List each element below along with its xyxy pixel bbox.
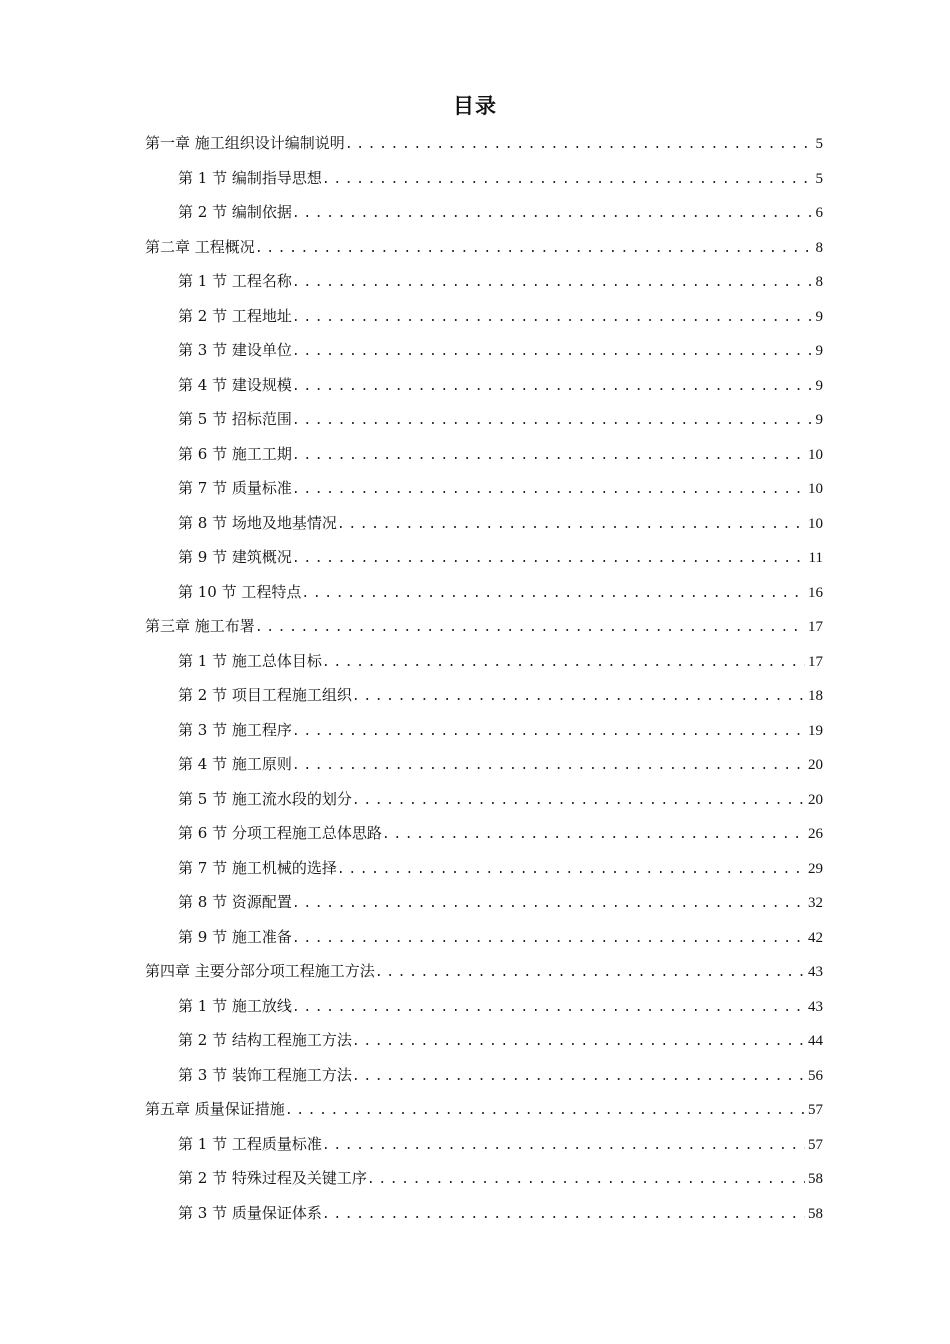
toc-entry-title: 特殊过程及关键工序 [231,1169,367,1187]
toc-dot-leader [375,956,805,991]
toc-page-number: 42 [808,929,823,946]
toc-entry-label: 第 3 节 [178,1203,228,1222]
toc-section-entry[interactable] [145,1023,823,1058]
toc-entry-text [178,1196,322,1231]
toc-entry-label: 第二章 [145,237,191,256]
toc-entry-title: 施工放线 [231,996,292,1015]
toc-dot-leader [322,646,805,681]
toc-entry-title: 场地及地基情况 [231,513,337,532]
toc-page-number: 17 [808,653,823,670]
toc-entry-title: 工程名称 [231,272,292,290]
toc-entry-title: 项目工程施工组织 [231,686,352,704]
toc-entry-label: 第 3 节 [178,720,228,739]
toc-dot-leader [352,680,805,715]
toc-entry-text [178,540,292,575]
toc-entry-label: 第 2 节 [178,686,228,704]
toc-dot-leader [292,335,813,370]
toc-dot-leader [255,232,813,267]
toc-entry-text [178,575,301,610]
toc-section-entry[interactable] [145,299,823,334]
toc-entry-text [178,989,292,1024]
toc-section-entry[interactable] [145,161,823,196]
toc-entry-text [145,609,255,644]
toc-page-number: 19 [808,722,823,739]
toc-entry-title: 编制依据 [231,203,292,221]
toc-section-entry[interactable] [145,264,823,299]
toc-entry-title: 招标范围 [231,410,292,428]
toc-entry-label: 第 4 节 [178,755,228,773]
toc-section-entry[interactable] [145,1196,823,1231]
toc-entry-label: 第 8 节 [178,513,228,532]
toc-page-number: 56 [808,1067,823,1084]
toc-page-number: 43 [808,964,823,980]
toc-entry-title: 建筑概况 [231,548,292,566]
toc-entry-title: 质量标准 [231,479,292,497]
toc-page-number: 43 [808,998,823,1015]
toc-dot-leader [352,1025,805,1060]
toc-chapter-entry[interactable] [145,230,823,265]
toc-entry-label: 第一章 [145,134,191,152]
toc-dot-leader [301,577,805,612]
toc-section-entry[interactable] [145,678,823,713]
toc-entry-text [145,126,345,161]
toc-entry-text [178,195,292,230]
toc-page-number: 5 [815,170,823,187]
toc-page-number: 17 [808,619,823,635]
toc-page-number: 44 [808,1033,823,1049]
toc-entry-label: 第 2 节 [178,1031,228,1049]
toc-entry-title: 施工总体目标 [231,651,322,670]
toc-dot-leader [292,922,805,957]
toc-dot-leader [382,818,805,853]
toc-dot-leader [345,128,813,163]
toc-entry-title: 建设单位 [231,341,292,359]
toc-entry-text [178,333,292,368]
toc-dot-leader [352,784,805,819]
toc-section-entry[interactable] [145,747,823,782]
toc-entry-label: 第 2 节 [178,306,228,325]
toc-entry-text [145,1092,285,1127]
toc-entry-title: 工程质量标准 [231,1134,322,1153]
toc-chapter-entry[interactable] [145,126,823,161]
toc-entry-label: 第三章 [145,617,191,635]
toc-section-entry[interactable] [145,885,823,920]
toc-section-entry[interactable] [145,471,823,506]
toc-entry-title: 建设规模 [231,375,292,394]
toc-entry-label: 第 6 节 [178,444,228,463]
toc-page-number: 57 [808,1136,823,1153]
toc-dot-leader [352,1060,805,1095]
toc-entry-label: 第 2 节 [178,1169,228,1187]
toc-page-number: 32 [808,895,823,911]
toc-page-number: 9 [815,412,823,428]
toc-section-entry[interactable] [145,851,823,886]
toc-page-number: 11 [808,550,823,566]
toc-entry-title: 工程概况 [194,237,255,256]
toc-page-number: 9 [815,343,823,359]
toc-entry-title: 施工工期 [231,444,292,463]
toc-entry-title: 施工布署 [194,617,255,635]
toc-chapter-entry[interactable] [145,609,823,644]
toc-entry-text [178,402,292,437]
toc-entry-text [178,368,292,403]
toc-entry-label: 第 1 节 [178,168,228,187]
toc-title: 目录 [453,94,497,118]
toc-page-number: 8 [815,274,823,290]
toc-section-entry[interactable] [145,644,823,679]
toc-entry-text [178,885,292,920]
toc-entry-label: 第四章 [145,962,191,980]
toc-entry-label: 第 1 节 [178,272,228,290]
toc-dot-leader [292,542,806,577]
toc-entry-text [178,437,292,472]
toc-dot-leader [255,611,805,646]
toc-page-number: 10 [808,446,823,463]
toc-entry-text [178,678,352,713]
toc-section-entry[interactable] [145,920,823,955]
toc-chapter-entry[interactable] [145,1092,823,1127]
toc-section-entry[interactable] [145,1127,823,1162]
toc-entry-text [178,299,292,334]
toc-dot-leader [292,370,813,405]
toc-entry-title: 工程地址 [231,306,292,325]
toc-entry-label: 第 7 节 [178,479,228,497]
toc-section-entry[interactable] [145,195,823,230]
toc-entry-title: 施工原则 [231,755,292,773]
toc-section-entry[interactable] [145,506,823,541]
toc-entry-text [178,851,337,886]
toc-page-number: 20 [808,791,823,808]
toc-dot-leader [292,887,805,922]
toc-page-number: 58 [808,1205,823,1222]
toc-page-number: 9 [815,377,823,394]
toc-entry-label: 第 9 节 [178,548,228,566]
toc-dot-leader [292,266,813,301]
toc-entry-title: 施工程序 [231,720,292,739]
toc-dot-leader [292,715,805,750]
toc-entry-title: 主要分部分项工程施工方法 [194,962,375,980]
toc-entry-label: 第 4 节 [178,375,228,394]
toc-entry-text [178,920,292,955]
toc-dot-leader [337,508,805,543]
toc-dot-leader [322,1129,805,1164]
toc-entry-title: 工程特点 [241,582,302,601]
toc-entry-label: 第 1 节 [178,996,228,1015]
toc-entry-label: 第 8 节 [178,893,228,911]
toc-section-entry[interactable] [145,540,823,575]
toc-entry-text [178,506,337,541]
toc-entry-label: 第 1 节 [178,1134,228,1153]
toc-entry-label: 第五章 [145,1100,191,1118]
toc-entry-label: 第 3 节 [178,341,228,359]
toc-entry-label: 第 9 节 [178,927,228,946]
toc-section-entry[interactable] [145,713,823,748]
toc-list [145,126,823,1230]
toc-page-number: 10 [808,481,823,497]
toc-page-number: 18 [808,688,823,704]
toc-dot-leader [292,991,805,1026]
toc-dot-leader [292,473,805,508]
toc-entry-text [178,713,292,748]
toc-entry-title: 质量保证措施 [194,1100,285,1118]
toc-page-number: 10 [808,515,823,532]
toc-page-number: 16 [808,584,823,601]
toc-entry-title: 施工组织设计编制说明 [194,134,345,152]
toc-section-entry[interactable] [145,333,823,368]
toc-entry-label: 第 7 节 [178,858,228,877]
toc-chapter-entry[interactable] [145,954,823,989]
toc-entry-text [178,1127,322,1162]
toc-dot-leader [337,853,805,888]
toc-section-entry[interactable] [145,437,823,472]
toc-entry-text [178,1058,352,1093]
toc-section-entry[interactable] [145,782,823,817]
toc-page-number: 26 [808,826,823,842]
toc-entry-text [178,747,292,782]
toc-section-entry[interactable] [145,989,823,1024]
toc-entry-title: 装饰工程施工方法 [231,1065,352,1084]
toc-dot-leader [292,749,805,784]
toc-dot-leader [322,1198,805,1233]
toc-page-number: 58 [808,1171,823,1187]
toc-entry-text [178,644,322,679]
toc-entry-title: 编制指导思想 [231,168,322,187]
toc-entry-text [178,161,322,196]
toc-dot-leader [367,1163,805,1198]
toc-entry-label: 第 2 节 [178,203,228,221]
toc-entry-label: 第 10 节 [178,582,237,601]
toc-entry-label: 第 3 节 [178,1065,228,1084]
toc-page-number: 9 [815,308,823,325]
toc-entry-label: 第 5 节 [178,410,228,428]
toc-page-number: 20 [808,757,823,773]
toc-dot-leader [292,197,813,232]
toc-dot-leader [292,301,813,336]
toc-entry-label: 第 6 节 [178,824,228,842]
toc-dot-leader [322,163,813,198]
toc-page-number: 8 [815,239,823,256]
toc-entry-title: 结构工程施工方法 [231,1031,352,1049]
toc-entry-title: 施工流水段的划分 [231,789,352,808]
toc-section-entry[interactable] [145,1161,823,1196]
toc-entry-text [178,1161,367,1196]
toc-section-entry[interactable] [145,1058,823,1093]
toc-entry-text [145,230,255,265]
toc-page-number: 57 [808,1102,823,1118]
toc-entry-title: 施工机械的选择 [231,858,337,877]
toc-entry-text [178,471,292,506]
toc-entry-title: 资源配置 [231,893,292,911]
toc-entry-text [178,264,292,299]
toc-section-entry[interactable] [145,402,823,437]
toc-entry-label: 第 1 节 [178,651,228,670]
toc-section-entry[interactable] [145,816,823,851]
toc-page-number: 6 [815,205,823,221]
toc-section-entry[interactable] [145,575,823,610]
toc-page-number: 29 [808,860,823,877]
toc-entry-title: 施工准备 [231,927,292,946]
toc-section-entry[interactable] [145,368,823,403]
toc-dot-leader [292,439,805,474]
toc-page-number: 5 [815,136,823,152]
toc-dot-leader [285,1094,805,1129]
toc-dot-leader [292,404,813,439]
toc-entry-text [178,816,382,851]
toc-entry-title: 质量保证体系 [231,1203,322,1222]
toc-entry-title: 分项工程施工总体思路 [231,824,382,842]
toc-entry-text [145,954,375,989]
toc-entry-label: 第 5 节 [178,789,228,808]
toc-entry-text [178,782,352,817]
toc-entry-text [178,1023,352,1058]
